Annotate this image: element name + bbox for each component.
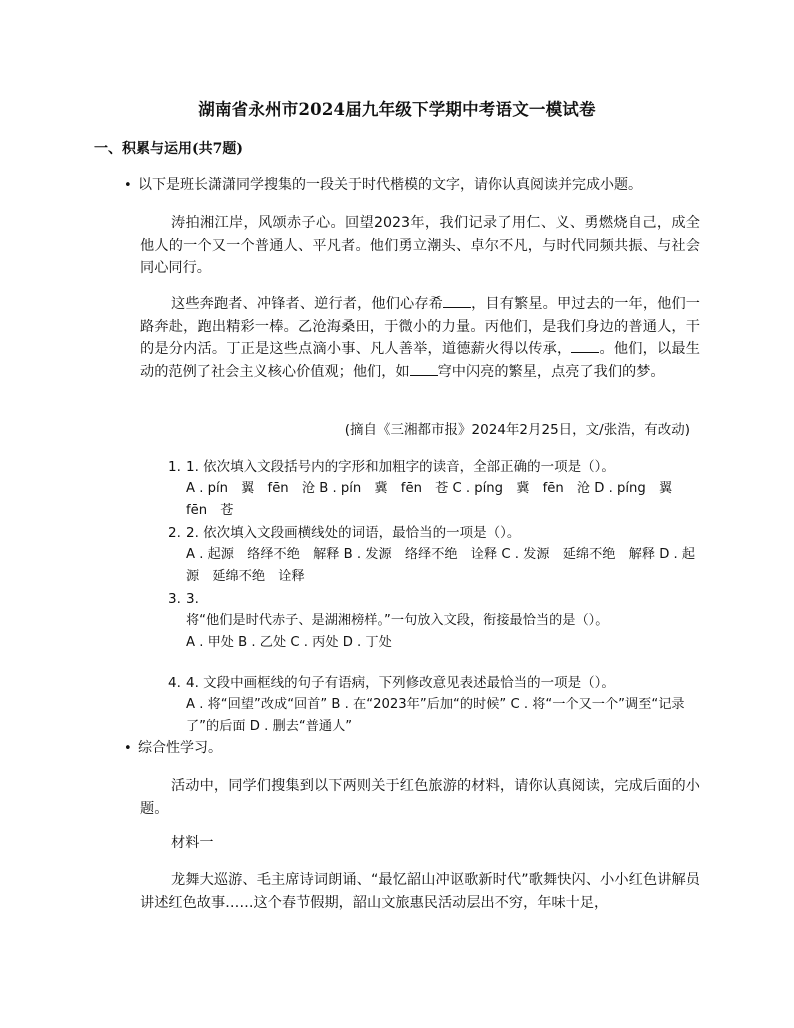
question-number: 4. (168, 675, 181, 691)
blank-line (410, 361, 438, 376)
question-options: A . pín 翼 fēn 沧 B . pín 冀 fēn 苍 C . píng 冀 fēn 沧 D . píng 翼 fēn 苍 (186, 481, 686, 518)
paragraph-3: 活动中，同学们搜集到以下两则关于红色旅游的材料，请你认真阅读，完成后面的小题。 (140, 778, 700, 817)
question-2 (168, 522, 698, 588)
question-options: A . 甲处 B . 乙处 C . 丙处 D . 丁处 (186, 635, 392, 650)
para2-part-a: 这些奔跑者、冲锋者、逆行者，他们心存希 (171, 296, 443, 312)
question-3 (168, 588, 698, 654)
question-stem: 1. 依次填入文段括号内的字形和加粗字的读音，全部正确的一项是（）。 (186, 459, 615, 475)
material-title: 材料一 (171, 835, 214, 851)
bullet-item-1 (124, 174, 642, 197)
question-text (168, 456, 698, 478)
question-number: 1. (168, 459, 181, 475)
para2-part-d: 穹中闪亮的繁星，点亮了我们的梦。 (437, 363, 665, 380)
exam-title: 湖南省永州市2024届九年级下学期中考语文一模试卷 (198, 100, 596, 119)
question-text (168, 672, 698, 694)
section-heading: 一、积累与运用(共7题) (94, 141, 243, 157)
intro-text: 综合性学习。 (138, 740, 222, 756)
question-options: A . 起源 络绎不绝 解释 B . 发源 络绎不绝 诠释 C . 发源 延绵不绝 解释 D . 起源 延绵不绝 诠释 (186, 547, 696, 584)
intro-text: 以下是班长潇潇同学搜集的一段关于时代楷模的文字，请你认真阅读并完成小题。 (138, 177, 642, 193)
paragraph-4: 龙舞大巡游、毛主席诗词朗诵、“最忆韶山冲讴歌新时代”歌舞快闪、小小红色讲解员讲述红色故事……这个春节假期，韶山文旅惠民活动层出不穷，年味十足， (140, 872, 700, 911)
blank-line (443, 293, 471, 308)
paragraph-1: 涛拍湘江岸，风颂赤子心。回望2023年，我们记录了用仁、义、勇燃烧自己，成全他人的一个又一个普通人、平凡者。他们勇立潮头、卓尔不凡，与时代同频共振、与社会同心同行。 (140, 215, 700, 276)
para2-part-b: ，目有繁星。甲过去的一年，他们一路奔赴，跑出精彩一棒。乙沧海桑田，于微小的力量。丙他们，是我们身边的普通人，干的是分内活。丁正是这些点滴小事、凡人善举，道德薪火得以传承， (140, 296, 700, 357)
question-text (168, 522, 698, 544)
question-text (168, 588, 698, 610)
question-1 (168, 456, 698, 522)
source-citation: (摘自《三湘都市报》2024年2月25日，文/张浩，有改动) (344, 422, 690, 438)
question-number: 3. (168, 591, 181, 607)
bullet-item-2 (124, 737, 222, 760)
paragraph-2 (140, 293, 700, 383)
bullet-icon: • (124, 178, 132, 193)
question-options: A . 将“回望”改成“回首” B . 在“2023年”后加“的时候” C . 将“一个又一个”调至“记录了”的后面 D . 删去“普通人” (186, 697, 685, 734)
para2-part-c: 。他们，以最生动的范例了社会主义核心价值观；他们，如 (140, 341, 700, 380)
question-stem: 4. 文段中画框线的句子有语病，下列修改意见表述最恰当的一项是（）。 (186, 675, 615, 691)
question-stem-continued: 将“他们是时代赤子、是湖湘榜样。”一句放入文段，衔接最恰当的是（）。 (186, 613, 609, 628)
blank-line (571, 338, 599, 353)
question-number: 2. (168, 525, 181, 541)
bullet-icon: • (124, 741, 132, 756)
question-4 (168, 672, 698, 738)
question-stem: 3. (186, 591, 199, 607)
question-stem: 2. 依次填入文段画横线处的词语，最恰当的一项是（）。 (186, 525, 521, 541)
